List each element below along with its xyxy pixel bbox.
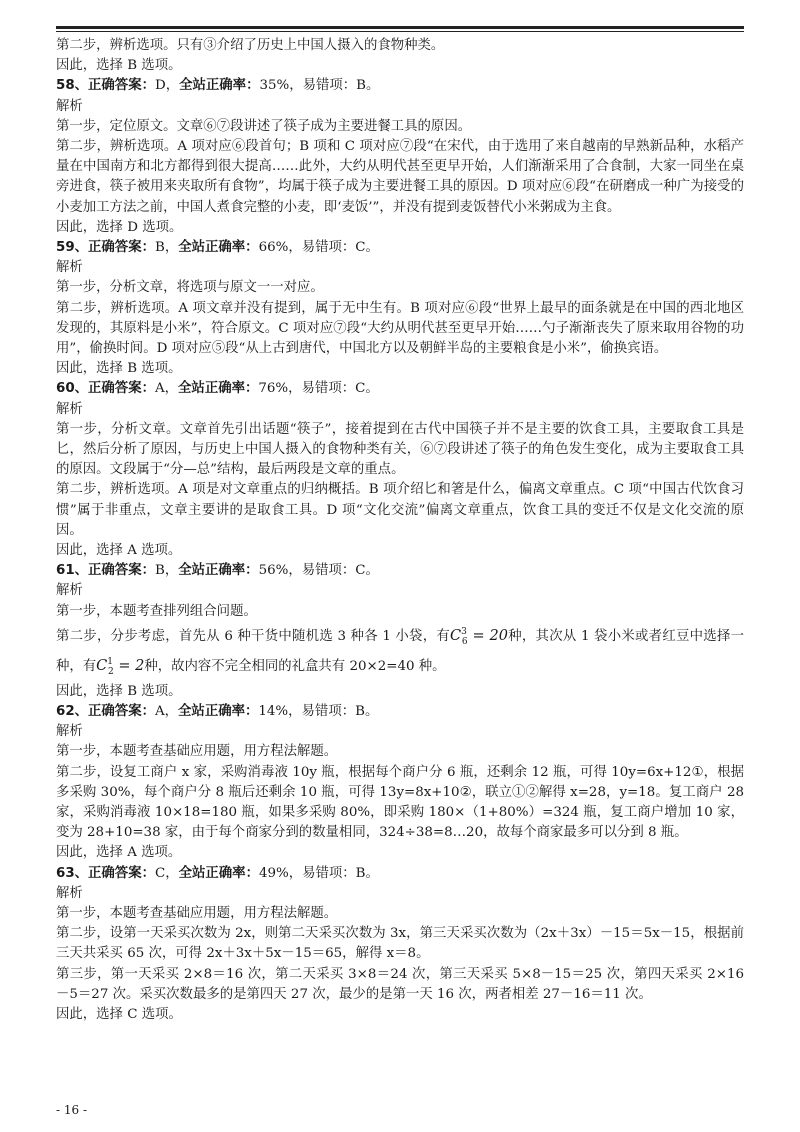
accuracy-label: 全站正确率：	[178, 563, 259, 579]
paragraph: 因此，选择 C 选项。	[56, 1006, 182, 1022]
accuracy-value: 49%	[258, 865, 289, 881]
question-number-label: 58、正确答案：	[56, 78, 155, 94]
accuracy-value: 35%	[259, 78, 290, 94]
accuracy-label: 全站正确率：	[178, 240, 259, 256]
question-number-label: 60、正确答案：	[56, 381, 155, 397]
common-wrong-option: 易错项：B。	[302, 865, 379, 881]
paragraph: 第二步，辨析选项。A 项对应⑥段首句；B 项和 C 项对应⑦段“在宋代，由于选用了来自越南的早熟新品种，水稻产量在中国南方和北方都得到很大提高……此外，大约从明代甚至更早开始，人们渐渐采用了合食制，大家一同坐在桌旁进食，筷子被用来夹取所有食物”，均属于筷子成为主要进餐工具的原因。D 项对应⑥段“在研磨成一种广为接受的小麦加工方法之前，中国人煮食完整的小麦，即‘麦饭’”，并没有提到麦饭替代小米粥成为主食。	[56, 139, 744, 215]
paragraph-with-formula	[56, 622, 744, 682]
correct-answer-value: D	[154, 78, 166, 94]
analysis-heading: 解析	[56, 724, 83, 740]
paragraph: 因此，选择 B 选项。	[56, 683, 182, 699]
accuracy-label: 全站正确率：	[179, 78, 260, 94]
common-wrong-option: 易错项：C。	[301, 240, 379, 256]
paragraph-text: 第二步，分步考虑，首先从 6 种干货中随机选 3 种各 1 小袋，有	[56, 628, 451, 644]
question-number-label: 59、正确答案：	[56, 240, 155, 256]
paragraph: 第一步，本题考查排列组合问题。	[56, 603, 257, 619]
paragraph: 因此，选择 D 选项。	[56, 219, 183, 235]
formula-superscript: 3	[461, 626, 467, 637]
question-number-label: 61、正确答案：	[56, 563, 155, 579]
header-rule-thick	[56, 26, 744, 29]
paragraph-text: 种，故内容不完全相同的礼盒共有 20×2=40 种。	[144, 658, 446, 674]
question-number-label: 62、正确答案：	[56, 703, 155, 719]
analysis-heading: 解析	[56, 260, 83, 276]
formula-subscript: 6	[461, 636, 468, 647]
question-answer-header: 58、正确答案：D，全站正确率：35%，易错项：B。	[56, 78, 380, 94]
correct-answer-value: A	[154, 381, 165, 397]
accuracy-label: 全站正确率：	[178, 865, 259, 881]
question-answer-header: 59、正确答案：B，全站正确率：66%，易错项：C。	[56, 240, 379, 256]
combination-formula	[96, 656, 145, 677]
paragraph: 第一步，分析文章，将选项与原文一一对应。	[56, 280, 324, 296]
correct-answer-value: B	[154, 563, 165, 579]
correct-answer-value: B	[154, 240, 165, 256]
question-answer-header: 63、正确答案：C，全站正确率：49%，易错项：B。	[56, 865, 379, 881]
formula-subscript: 2	[108, 666, 114, 677]
formula-superscript: 1	[107, 656, 114, 667]
formula-result: = 20	[467, 627, 508, 644]
accuracy-value: 76%	[258, 381, 289, 397]
combination-formula	[450, 626, 508, 647]
paragraph-text: 种，其次从 1 袋小米或者红豆中选择一种，有	[56, 628, 744, 674]
question-answer-header: 60、正确答案：A，全站正确率：76%，易错项：C。	[56, 381, 379, 397]
accuracy-value: 56%	[258, 563, 289, 579]
paragraph: 第二步，设第一天采买次数为 2x，则第二天采买次数为 3x，第三天采买次数为（2x＋3x）－15＝5x－15，根据前三天共采买 65 次，可得 2x＋3x＋5x－15＝65，解得 x＝8。	[56, 926, 744, 962]
accuracy-label: 全站正确率：	[178, 703, 259, 719]
analysis-heading: 解析	[56, 401, 83, 417]
page-number: - 16 -	[56, 1103, 88, 1117]
paragraph: 第一步，分析文章。文章首先引出话题“筷子”，接着提到在古代中国筷子并不是主要的饮食工具，主要取食工具是匕，然后分析了原因，与历史上中国人摄入的食物种类有关，⑥⑦段讲述了筷子的角色发生变化，成为主要取食工具的原因。文段属于“分—总”结构，最后两段是文章的重点。	[56, 421, 744, 478]
accuracy-value: 66%	[258, 240, 289, 256]
paragraph: 因此，选择 B 选项。	[56, 361, 182, 377]
question-answer-header: 61、正确答案：B，全站正确率：56%，易错项：C。	[56, 563, 379, 579]
formula-base: C	[450, 627, 462, 644]
paragraph: 第一步，定位原文。文章⑥⑦段讲述了筷子成为主要进餐工具的原因。	[56, 118, 472, 134]
common-wrong-option: 易错项：B。	[301, 703, 379, 719]
paragraph: 因此，选择 B 选项。	[56, 58, 182, 74]
paragraph: 第三步，第一天采买 2×8＝16 次，第二天采买 3×8＝24 次，第三天采买 5×8－15＝25 次，第四天采买 2×16－5＝27 次。采买次数最多的是第四天 27 次，最少的是第一天 16 次，两者相差 27－16＝11 次。	[56, 966, 744, 1002]
question-number-label: 63、正确答案：	[56, 865, 155, 881]
accuracy-value: 14%	[258, 703, 289, 719]
paragraph: 因此，选择 A 选项。	[56, 845, 182, 861]
analysis-heading: 解析	[56, 583, 83, 599]
accuracy-label: 全站正确率：	[178, 381, 259, 397]
common-wrong-option: 易错项：C。	[301, 563, 379, 579]
formula-base: C	[96, 657, 108, 674]
common-wrong-option: 易错项：B。	[302, 78, 380, 94]
correct-answer-value: C	[154, 865, 166, 881]
paragraph: 因此，选择 A 选项。	[56, 543, 182, 559]
paragraph: 第二步，辨析选项。只有③介绍了历史上中国人摄入的食物种类。	[56, 38, 445, 53]
paragraph: 第二步，设复工商户 x 家，采购消毒液 10y 瓶，根据每个商户分 6 瓶，还剩余 12 瓶，可得 10y=6x+12①，根据多采购 30%，每个商户分 8 瓶后还剩余 10 瓶，可得 13y=8x+10②，联立①②解得 x=28，y=18。复工商户 28 家，采购消毒液 10×18=180 瓶，如果多采购 80%，即采购 180×（1+80%）=324 瓶，复工商户增加 10 家，变为 28+10=38 家，由于每个商家分到的数量相同，324÷38=8…20，故每个商家最多可以分到 8 瓶。	[56, 764, 744, 841]
paragraph: 第一步，本题考查基础应用题，用方程法解题。	[56, 905, 338, 921]
formula-result: = 2	[113, 657, 145, 674]
paragraph: 第二步，辨析选项。A 项是对文章重点的归纳概括。B 项介绍匕和箸是什么，偏离文章重点。C 项“中国古代饮食习惯”属于非重点，文章主要讲的是取食工具。D 项“文化交流”偏离文章重点，饮食工具的变迁不仅是文化交流的原因。	[56, 482, 744, 538]
header-rule-thin	[56, 31, 744, 32]
paragraph: 第二步，辨析选项。A 项文章并没有提到，属于无中生有。B 项对应⑥段“世界上最早的面条就是在中国的西北地区发现的，其原料是小米”，符合原文。C 项对应⑦段“大约从明代甚至更早开始……勺子渐渐丧失了原来取用谷物的功用”，偷换时间。D 项对应⑤段“从上古到唐代，中国北方以及朝鲜半岛的主要粮食是小米”，偷换宾语。	[56, 300, 744, 357]
analysis-heading: 解析	[56, 98, 83, 114]
question-answer-header: 62、正确答案：A，全站正确率：14%，易错项：B。	[56, 703, 379, 719]
paragraph: 第一步，本题考查基础应用题，用方程法解题。	[56, 744, 338, 760]
correct-answer-value: A	[154, 703, 165, 719]
common-wrong-option: 易错项：C。	[301, 381, 379, 397]
page-content	[56, 36, 744, 1025]
analysis-heading: 解析	[56, 885, 83, 901]
